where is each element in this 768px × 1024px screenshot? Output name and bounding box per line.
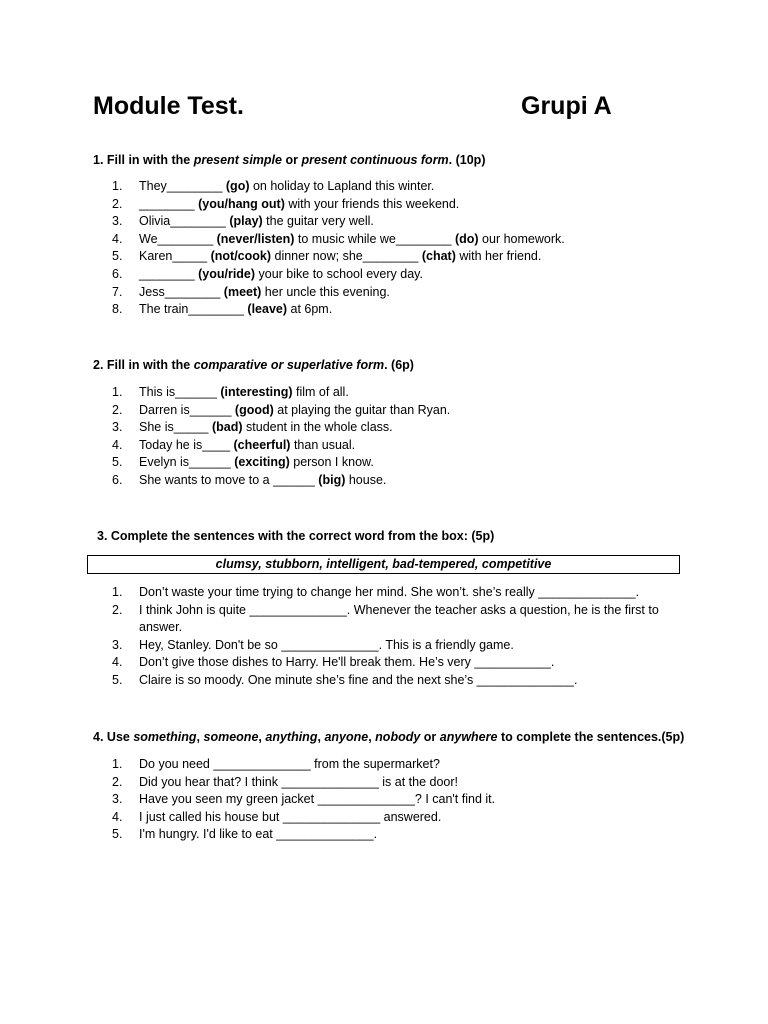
item-text: Hey, Stanley. Don't be so ______________. This is a friendly game. xyxy=(139,637,514,652)
list-item xyxy=(112,248,682,266)
item-number: 4. xyxy=(112,655,123,670)
section-3-list xyxy=(112,584,682,690)
item-text: She is_____ (bad) student in the whole class. xyxy=(139,420,393,435)
list-item xyxy=(112,584,682,602)
section-1-heading: 1. Fill in with the present simple or present continuous form. (10p) xyxy=(93,153,486,167)
item-text: She wants to move to a ______ (big) house. xyxy=(139,472,387,487)
list-item xyxy=(112,637,682,655)
item-text: I'm hungry. I'd like to eat ______________. xyxy=(139,827,378,842)
item-number: 3. xyxy=(112,637,123,652)
section-3-heading: 3. Complete the sentences with the correct word from the box: (5p) xyxy=(97,529,495,543)
item-text: I think John is quite ______________. Whenever the teacher asks a question, he is the first to answer. xyxy=(139,602,659,635)
list-item xyxy=(112,284,682,302)
list-item xyxy=(112,301,682,319)
item-text: They________ (go) on holiday to Lapland this winter. xyxy=(139,179,435,193)
list-item xyxy=(112,672,682,690)
item-number: 6. xyxy=(112,472,123,487)
list-item xyxy=(112,213,682,231)
list-item xyxy=(112,472,682,490)
section-4-heading: 4. Use something, someone, anything, anyone, nobody or anywhere to complete the sentences.(5p) xyxy=(93,730,685,744)
item-number: 4. xyxy=(112,231,123,246)
list-item xyxy=(112,437,682,455)
section-2-list xyxy=(112,384,682,490)
section-1-list xyxy=(112,178,682,319)
item-number: 2. xyxy=(112,602,123,617)
list-item xyxy=(112,756,682,774)
item-text: Did you hear that? I think ______________ is at the door! xyxy=(139,774,458,789)
list-item xyxy=(112,419,682,437)
list-item xyxy=(112,602,682,637)
item-number: 7. xyxy=(112,284,123,299)
item-number: 2. xyxy=(112,774,123,789)
item-text: This is______ (interesting) film of all. xyxy=(139,385,349,399)
item-text: Do you need ______________ from the supermarket? xyxy=(139,757,440,771)
item-number: 4. xyxy=(112,437,123,452)
item-text: The train________ (leave) at 6pm. xyxy=(139,302,333,317)
item-number: 1. xyxy=(112,585,123,599)
item-text: Don’t waste your time trying to change her mind. She won’t. she’s really ______________. xyxy=(139,585,640,599)
list-item xyxy=(112,774,682,792)
item-text: I just called his house but ______________ answered. xyxy=(139,809,442,824)
item-text: Today he is____ (cheerful) than usual. xyxy=(139,437,356,452)
item-number: 1. xyxy=(112,179,123,193)
item-number: 3. xyxy=(112,792,123,807)
list-item xyxy=(112,384,682,402)
list-item xyxy=(112,266,682,284)
list-item xyxy=(112,809,682,827)
item-number: 5. xyxy=(112,672,123,687)
item-number: 8. xyxy=(112,302,123,317)
item-number: 6. xyxy=(112,266,123,281)
item-number: 5. xyxy=(112,455,123,470)
item-number: 3. xyxy=(112,214,123,229)
list-item xyxy=(112,178,682,196)
list-item xyxy=(112,231,682,249)
item-number: 4. xyxy=(112,809,123,824)
list-item xyxy=(112,826,682,844)
item-number: 1. xyxy=(112,757,123,771)
item-number: 5. xyxy=(112,827,123,842)
item-text: Olivia________ (play) the guitar very well. xyxy=(139,214,374,229)
list-item xyxy=(112,402,682,420)
item-number: 1. xyxy=(112,385,123,399)
item-text: Claire is so moody. One minute she’s fine and the next she’s ______________. xyxy=(139,672,578,687)
item-text: We________ (never/listen) to music while we________ (do) our homework. xyxy=(139,231,565,246)
list-item xyxy=(112,454,682,472)
item-text: ________ (you/ride) your bike to school every day. xyxy=(139,266,423,281)
word-box: clumsy, stubborn, intelligent, bad-tempered, competitive xyxy=(87,555,680,574)
item-text: ________ (you/hang out) with your friends this weekend. xyxy=(139,196,460,211)
page-title: Module Test. xyxy=(93,92,244,120)
list-item xyxy=(112,791,682,809)
item-text: Don’t give those dishes to Harry. He'll break them. He’s very ___________. xyxy=(139,655,555,670)
item-text: Darren is______ (good) at playing the guitar than Ryan. xyxy=(139,402,451,417)
list-item xyxy=(112,196,682,214)
item-number: 3. xyxy=(112,420,123,435)
list-item xyxy=(112,654,682,672)
item-text: Have you seen my green jacket ______________? I can't find it. xyxy=(139,792,496,807)
item-text: Jess________ (meet) her uncle this evening. xyxy=(139,284,390,299)
item-text: Karen_____ (not/cook) dinner now; she________ (chat) with her friend. xyxy=(139,249,542,264)
item-number: 2. xyxy=(112,196,123,211)
section-2-heading: 2. Fill in with the comparative or superlative form. (6p) xyxy=(93,358,414,372)
item-number: 5. xyxy=(112,249,123,264)
item-text: Evelyn is______ (exciting) person I know. xyxy=(139,455,374,470)
item-number: 2. xyxy=(112,402,123,417)
section-4-list xyxy=(112,756,682,844)
group-label: Grupi A xyxy=(521,92,612,120)
